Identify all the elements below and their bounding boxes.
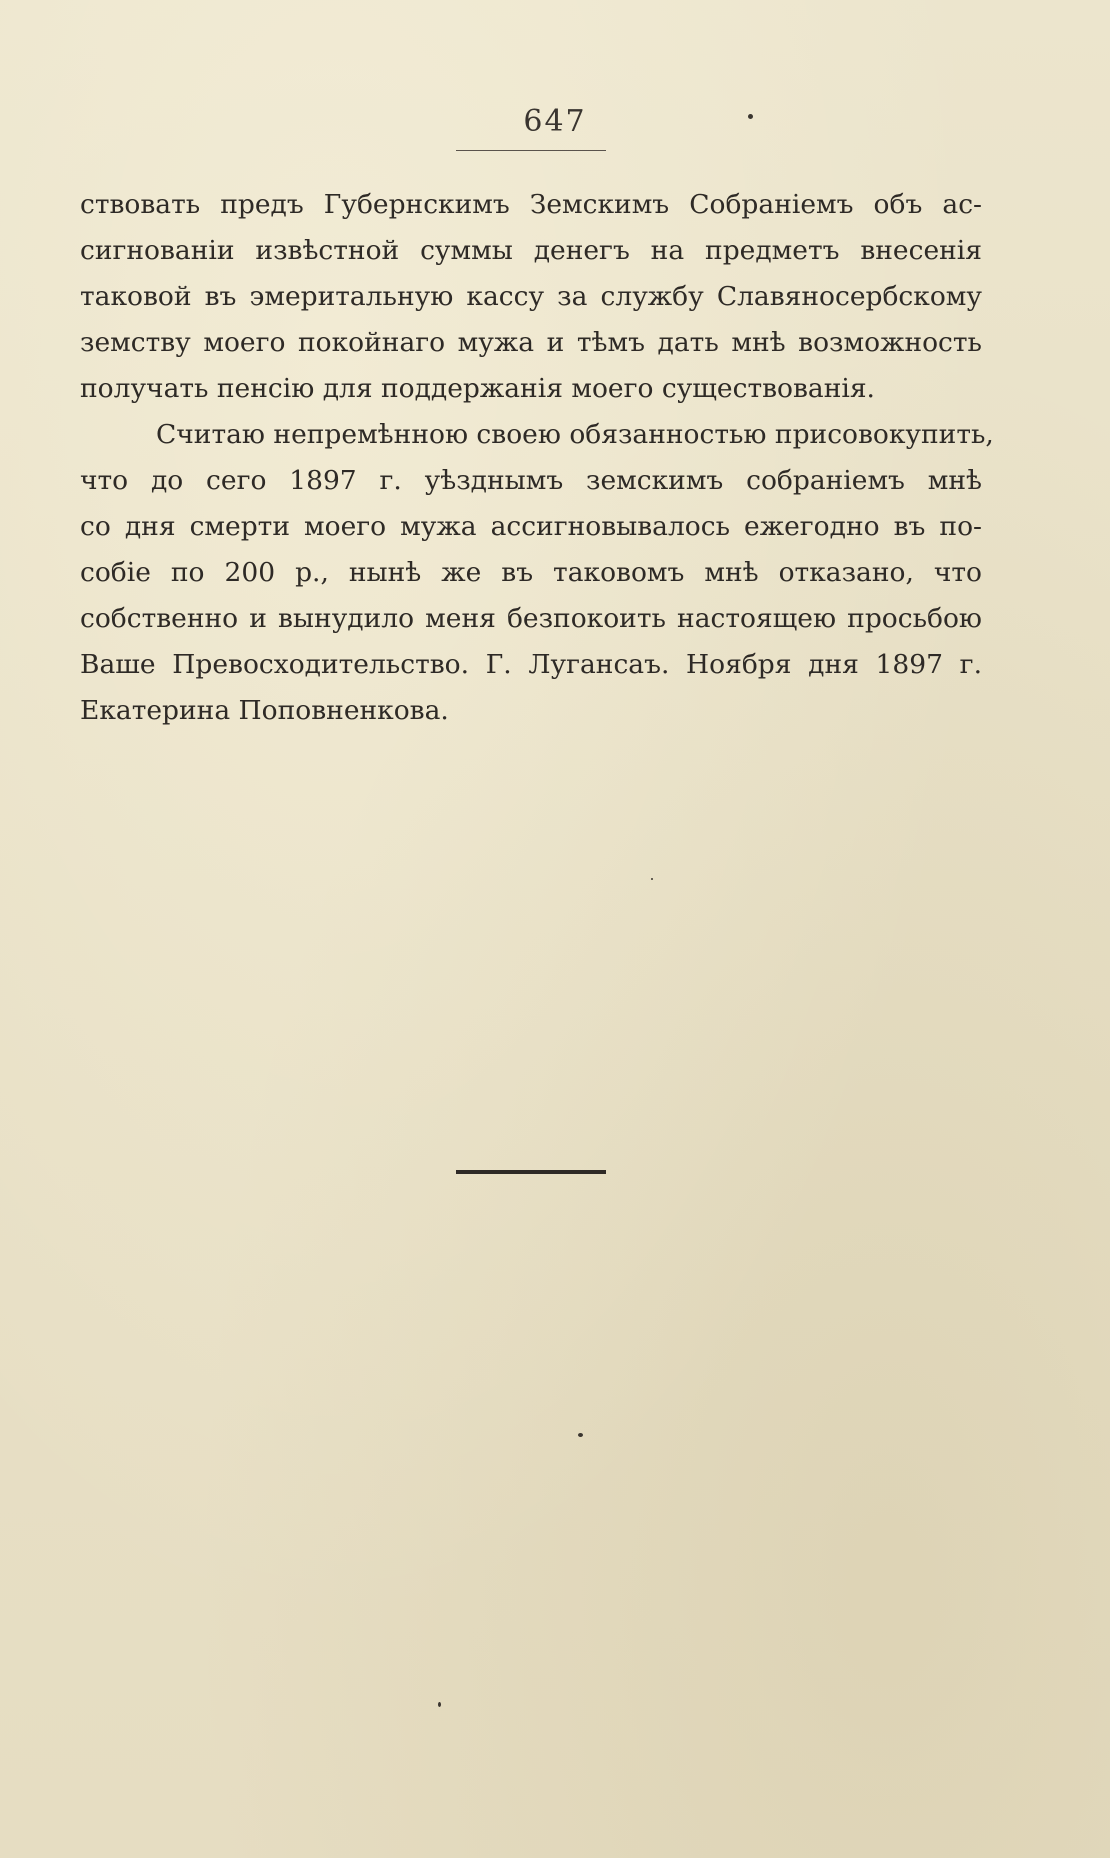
paragraph-1 bbox=[80, 182, 982, 412]
text-line: сигнованіи извѣстной суммы денегъ на предметъ внесенія bbox=[80, 235, 982, 266]
page-number: 647 bbox=[523, 104, 587, 139]
body-text bbox=[80, 182, 994, 734]
paper-speck bbox=[651, 878, 653, 880]
paragraph-2 bbox=[80, 412, 994, 734]
text-line: земству моего покойнаго мужа и тѣмъ дать мнѣ возможность bbox=[80, 327, 982, 358]
text-line: Считаю непремѣнною своею обязанностью присовокупить, bbox=[156, 419, 994, 450]
paper-speck bbox=[748, 114, 753, 119]
text-line: Екатерина Поповненкова. bbox=[80, 695, 449, 726]
paper-speck bbox=[438, 1702, 441, 1707]
header-rule bbox=[456, 150, 606, 151]
section-end-rule bbox=[456, 1170, 606, 1174]
text-line: Ваше Превосходительство. Г. Лугансаъ. Ноября дня 1897 г. bbox=[80, 649, 982, 680]
text-line: со дня смерти моего мужа ассигновывалось ежегодно въ по- bbox=[80, 511, 982, 542]
paper-speck bbox=[578, 1433, 583, 1437]
text-line: таковой въ эмеритальную кассу за службу Славяносербскому bbox=[80, 281, 982, 312]
text-line: что до сего 1897 г. уѣзднымъ земскимъ собраніемъ мнѣ bbox=[80, 465, 982, 496]
text-line: собіе по 200 р., нынѣ же въ таковомъ мнѣ отказано, что bbox=[80, 557, 982, 588]
text-line: собственно и вынудило меня безпокоить настоящею просьбою bbox=[80, 603, 982, 634]
text-line: ствовать предъ Губернскимъ Земскимъ Собраніемъ объ ас- bbox=[80, 189, 982, 220]
text-line: получать пенсію для поддержанія моего существованія. bbox=[80, 373, 875, 404]
